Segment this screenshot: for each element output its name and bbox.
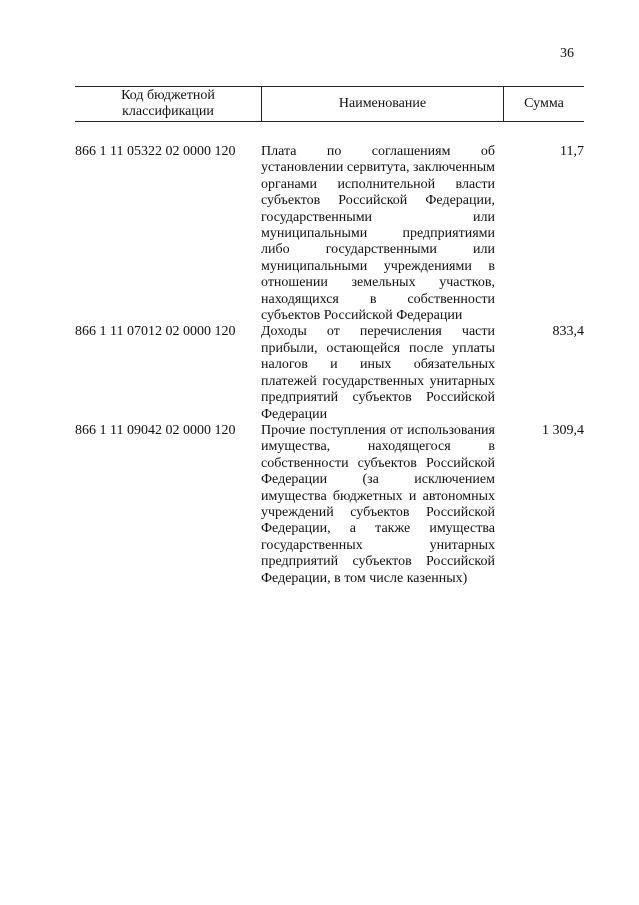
budget-code: 866 1 11 07012 02 0000 120 xyxy=(75,324,236,340)
header-code: Код бюджетной классификации xyxy=(121,88,215,119)
amount: 833,4 xyxy=(552,324,584,340)
budget-code: 866 1 11 09042 02 0000 120 xyxy=(75,422,236,438)
page-number: 36 xyxy=(560,46,574,61)
revenue-name: Доходы от перечисления части прибыли, остающейся после уплаты налогов и иных обязательных платежей государственных унитарных предприятий субъектов Российской Федерации xyxy=(261,324,495,422)
revenue-name: Плата по соглашениям об установлении сервитута, заключенным органами исполнительной власти субъектов Российской Федерации, государственными или муниципальными предприятиями либо государственными или муниципальными учреждениями в отношении земельных участков, находящихся в собственности субъектов Российской Федерации xyxy=(261,144,495,324)
table-row xyxy=(75,144,584,324)
revenue-name: Прочие поступления от использования имущества, находящегося в собственности субъектов Российской Федерации (за исключением имущества бюджетных и автономных учреждений субъектов Российской Федерации, а также имущества государственных унитарных предприятий субъектов Российской Федерации, в том числе казенных) xyxy=(261,422,495,586)
header-sum: Сумма xyxy=(524,96,564,111)
budget-table xyxy=(75,86,584,587)
amount: 1 309,4 xyxy=(542,422,584,438)
header-name: Наименование xyxy=(261,87,504,121)
amount: 11,7 xyxy=(560,144,584,159)
table-body xyxy=(75,122,584,587)
budget-code: 866 1 11 05322 02 0000 120 xyxy=(75,144,236,159)
table-row xyxy=(75,324,584,422)
table-row xyxy=(75,423,584,587)
table-header xyxy=(75,86,584,122)
